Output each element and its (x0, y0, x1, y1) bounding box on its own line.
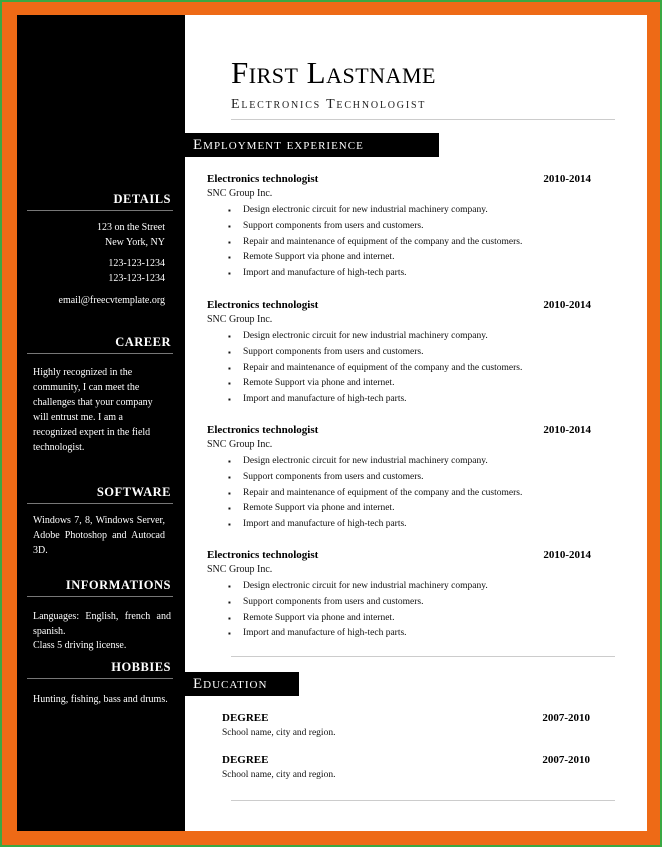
duty-item: ▪ Support components from users and customers. (242, 470, 591, 486)
duty-item: ▪ Design electronic circuit for new industrial machinery company. (242, 454, 591, 470)
job-entry (207, 424, 591, 533)
duty-item: ▪ Import and manufacture of high-tech parts. (242, 517, 591, 533)
job-duties (207, 203, 591, 282)
duty-item: ▪ Design electronic circuit for new industrial machinery company. (242, 579, 591, 595)
job-company: SNC Group Inc. (207, 188, 273, 199)
job-company: SNC Group Inc. (207, 439, 273, 450)
duty-item: ▪ Support components from users and customers. (242, 345, 591, 361)
education-degree: DEGREE (222, 754, 269, 766)
software-divider (27, 503, 173, 504)
job-entry (207, 173, 591, 282)
career-heading: CAREER (115, 335, 171, 349)
details-city: New York, NY (104, 237, 165, 248)
job-title: Electronics technologist (207, 173, 319, 185)
software-text: Windows 7, 8, Windows Server, Adobe Photoshop and Autocad 3D. (33, 515, 165, 556)
employment-heading: Employment experience (185, 133, 439, 157)
duty-item: ▪ Repair and maintenance of equipment of the company and the customers. (242, 235, 591, 251)
informations-heading: INFORMATIONS (65, 578, 171, 592)
job-entry (207, 549, 591, 642)
candidate-name: First Lastname (231, 55, 436, 90)
education-entry (222, 712, 590, 738)
job-title: Electronics technologist (207, 549, 319, 561)
career-text: Highly recognized in the community, I can meet the challenges that your company will entrust me. I am a recognized expert in the field technologist. (33, 367, 153, 453)
main-content (185, 15, 647, 831)
details-divider (27, 210, 173, 211)
details-phone-2: 123-123-1234 (108, 273, 165, 284)
job-company: SNC Group Inc. (207, 564, 273, 575)
duty-item: ▪ Support components from users and customers. (242, 595, 591, 611)
education-school: School name, city and region. (222, 728, 336, 738)
job-title-row (207, 173, 591, 188)
duty-item: ▪ Support components from users and customers. (242, 219, 591, 235)
job-dates: 2010-2014 (543, 424, 591, 436)
duty-item: ▪ Import and manufacture of high-tech parts. (242, 266, 591, 282)
job-title-row (207, 424, 591, 439)
header-divider (231, 119, 615, 120)
details-heading: DETAILS (113, 192, 171, 206)
job-title: Electronics technologist (207, 424, 319, 436)
education-dates: 2007-2010 (542, 712, 590, 724)
duty-item: ▪ Remote Support via phone and internet. (242, 501, 591, 517)
job-dates: 2010-2014 (543, 299, 591, 311)
education-heading: Education (185, 672, 299, 696)
software-heading: SOFTWARE (96, 485, 171, 499)
details-email: email@freecvtemplate.org (58, 295, 165, 306)
education-school: School name, city and region. (222, 770, 336, 780)
job-duties (207, 454, 591, 533)
education-row (222, 754, 590, 770)
duty-item: ▪ Repair and maintenance of equipment of the company and the customers. (242, 486, 591, 502)
education-dates: 2007-2010 (542, 754, 590, 766)
education-degree: DEGREE (222, 712, 269, 724)
hobbies-text: Hunting, fishing, bass and drums. (33, 694, 168, 705)
job-title-row (207, 299, 591, 314)
employment-divider (231, 656, 615, 657)
job-duties (207, 329, 591, 408)
duty-item: ▪ Remote Support via phone and internet. (242, 250, 591, 266)
education-row (222, 712, 590, 728)
duty-item: ▪ Remote Support via phone and internet. (242, 376, 591, 392)
job-title: Electronics technologist (207, 299, 319, 311)
education-divider (231, 800, 615, 801)
job-entry (207, 299, 591, 408)
duty-item: ▪ Remote Support via phone and internet. (242, 611, 591, 627)
duty-item: ▪ Import and manufacture of high-tech parts. (242, 392, 591, 408)
job-dates: 2010-2014 (543, 173, 591, 185)
sidebar (17, 15, 185, 831)
hobbies-divider (27, 678, 173, 679)
informations-license: Class 5 driving license. (33, 640, 127, 651)
informations-divider (27, 596, 173, 597)
education-entry (222, 754, 590, 780)
duty-item: ▪ Design electronic circuit for new industrial machinery company. (242, 203, 591, 219)
duty-item: ▪ Import and manufacture of high-tech parts. (242, 626, 591, 642)
informations-languages: Languages: English, french and spanish. (33, 611, 171, 637)
job-title-row (207, 549, 591, 564)
career-divider (27, 353, 173, 354)
duty-item: ▪ Design electronic circuit for new industrial machinery company. (242, 329, 591, 345)
details-phone-1: 123-123-1234 (108, 258, 165, 269)
details-street: 123 on the Street (96, 222, 165, 233)
hobbies-heading: HOBBIES (111, 660, 171, 674)
job-title-headline: Electronics Technologist (231, 97, 427, 112)
job-duties (207, 579, 591, 642)
resume-page (17, 15, 647, 831)
job-dates: 2010-2014 (543, 549, 591, 561)
duty-item: ▪ Repair and maintenance of equipment of the company and the customers. (242, 361, 591, 377)
job-company: SNC Group Inc. (207, 314, 273, 325)
